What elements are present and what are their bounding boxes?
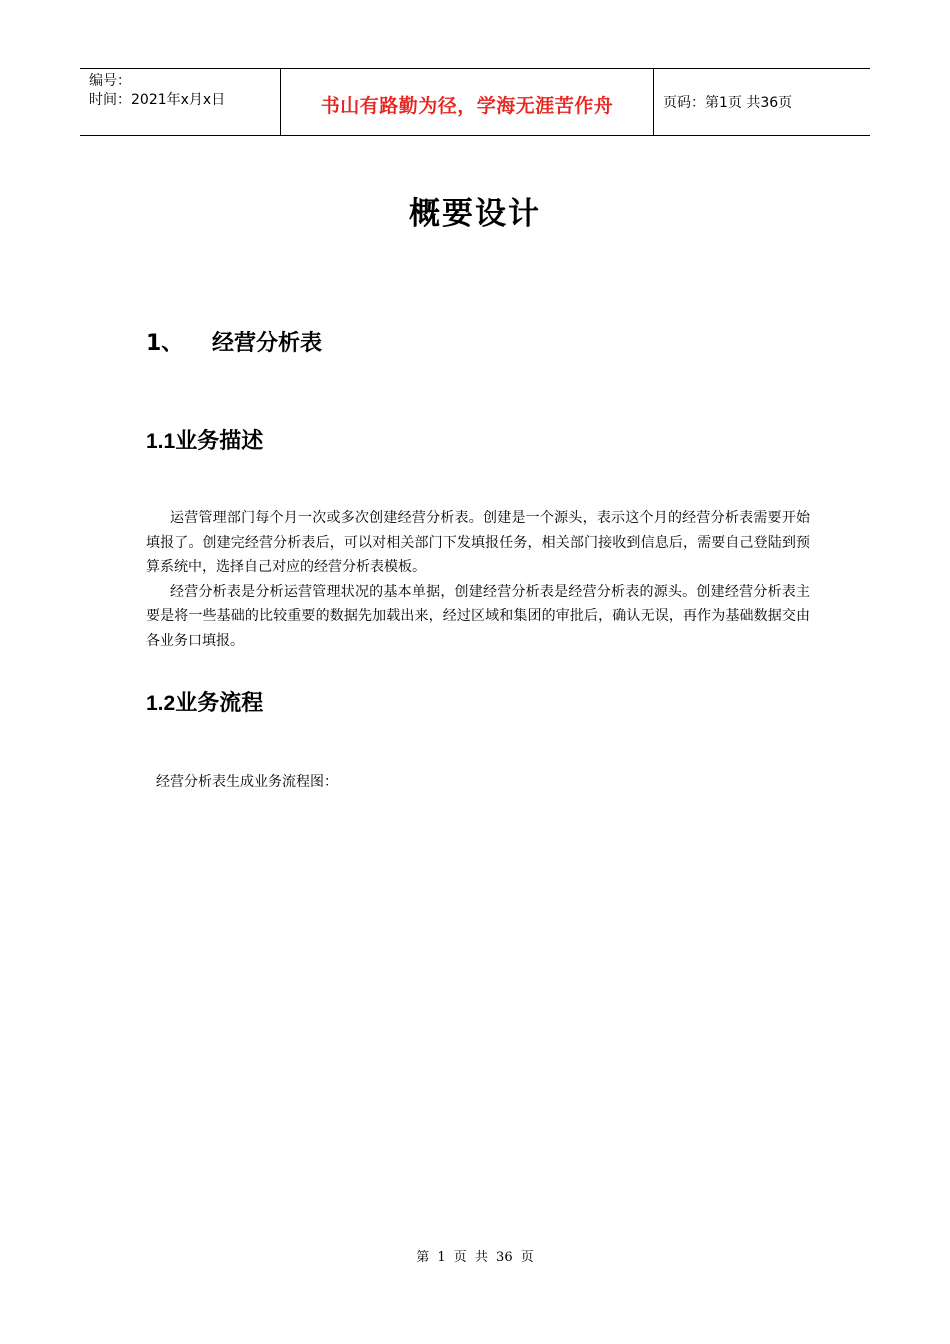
paragraph: 经营分析表是分析运营管理状况的基本单据，创建经营分析表是经营分析表的源头。创建经营分析表主要是将一些基础的比较重要的数据先加载出来，经过区域和集团的审批后，确认无误，再作为基础数据交由各业务口填报。 [146, 583, 810, 649]
section-heading-1 [146, 326, 322, 357]
section-title: 业务流程 [175, 691, 264, 716]
section-heading-1-2 [146, 686, 263, 717]
header-meta-cell [80, 69, 281, 135]
section-title: 经营分析表 [212, 331, 323, 356]
header-number-label: 编号： [89, 73, 131, 89]
header-page-cell [654, 69, 870, 135]
document-title: 概要设计 [409, 196, 541, 232]
section-number: 1、 [146, 331, 184, 356]
section-number: 1.2 [146, 692, 176, 715]
section-number: 1.1 [146, 430, 176, 453]
header-motto-cell [281, 69, 654, 135]
page-footer: 第 1 页 共 36 页 [416, 1250, 534, 1265]
business-description [146, 506, 810, 653]
paragraph: 运营管理部门每个月一次或多次创建经营分析表。创建是一个源头，表示这个月的经营分析表需要开始填报了。创建完经营分析表后，可以对相关部门下发填报任务，相关部门接收到信息后，需要自己登陆到预算系统中，选择自己对应的经营分析表模板。 [146, 510, 810, 575]
flowchart-caption: 经营分析表生成业务流程图： [156, 774, 338, 790]
section-heading-1-1 [146, 424, 263, 455]
section-title: 业务描述 [175, 429, 264, 454]
header-page-info: 页码：第1页 共36页 [663, 95, 793, 111]
header-date-label: 时间：2021年x月x日 [89, 92, 226, 108]
header-motto: 书山有路勤为径，学海无涯苦作舟 [320, 94, 614, 117]
document-header [80, 68, 870, 136]
